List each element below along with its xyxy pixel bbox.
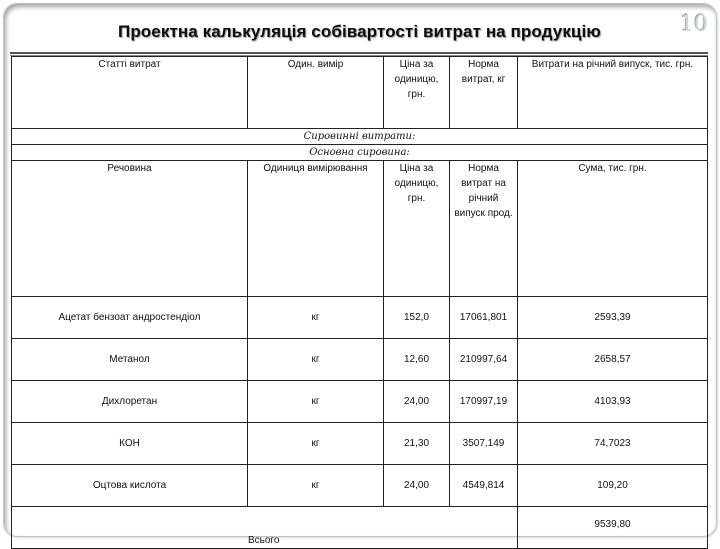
row-name: Дихлоретан bbox=[12, 381, 248, 423]
row-name: Оцтова кислота bbox=[12, 465, 248, 507]
row-price: 24,00 bbox=[384, 381, 450, 423]
header-annual-costs: Витрати на річний випуск, тис. грн. bbox=[518, 57, 708, 129]
table-row bbox=[12, 339, 708, 381]
row-sum: 4103,93 bbox=[518, 381, 708, 423]
table-row bbox=[12, 465, 708, 507]
row-norm: 17061,801 bbox=[450, 297, 518, 339]
subheader-row bbox=[12, 161, 708, 297]
row-price: 24,00 bbox=[384, 465, 450, 507]
total-value: 9539,80 bbox=[518, 507, 708, 549]
row-name: КОН bbox=[12, 423, 248, 465]
cost-table bbox=[11, 56, 708, 549]
slide-title: Проектна калькуляція собівартості витрат на продукцію bbox=[118, 22, 601, 41]
subheader-price: Ціна за одиницю, грн. bbox=[384, 161, 450, 297]
row-name: Метанол bbox=[12, 339, 248, 381]
row-sum: 109,20 bbox=[518, 465, 708, 507]
subheader-norm: Норма витрат на річний випуск прод. bbox=[450, 161, 518, 297]
row-price: 12,60 bbox=[384, 339, 450, 381]
row-unit: кг bbox=[248, 297, 384, 339]
section-row-1 bbox=[12, 129, 708, 145]
section-row-2 bbox=[12, 145, 708, 161]
row-norm: 4549,814 bbox=[450, 465, 518, 507]
section-main-materials: Основна сировина: bbox=[12, 145, 708, 161]
row-price: 21,30 bbox=[384, 423, 450, 465]
row-norm: 210997,64 bbox=[450, 339, 518, 381]
table-row bbox=[12, 297, 708, 339]
row-unit: кг bbox=[248, 465, 384, 507]
header-unit: Один. вимір bbox=[248, 57, 384, 129]
table-row bbox=[12, 423, 708, 465]
row-sum: 2593,39 bbox=[518, 297, 708, 339]
total-label: Всього bbox=[12, 507, 518, 549]
row-sum: 2658,57 bbox=[518, 339, 708, 381]
subheader-substance: Речовина bbox=[12, 161, 248, 297]
page-number: 10 bbox=[680, 12, 708, 37]
header-cost-items: Статті витрат bbox=[12, 57, 248, 129]
row-unit: кг bbox=[248, 381, 384, 423]
row-norm: 170997,19 bbox=[450, 381, 518, 423]
row-unit: кг bbox=[248, 423, 384, 465]
row-price: 152,0 bbox=[384, 297, 450, 339]
section-raw-materials: Сировинні витрати: bbox=[12, 129, 708, 145]
row-norm: 3507,149 bbox=[450, 423, 518, 465]
subheader-sum: Сума, тис. грн. bbox=[518, 161, 708, 297]
header-row bbox=[12, 57, 708, 129]
header-price: Ціна за одиницю, грн. bbox=[384, 57, 450, 129]
header-norm: Норма витрат, кг bbox=[450, 57, 518, 129]
subheader-unit: Одиниця вимірювання bbox=[248, 161, 384, 297]
row-name: Ацетат бензоат андростендіол bbox=[12, 297, 248, 339]
title-underline bbox=[10, 52, 708, 54]
row-sum: 74,7023 bbox=[518, 423, 708, 465]
table-row bbox=[12, 381, 708, 423]
total-row bbox=[12, 507, 708, 549]
row-unit: кг bbox=[248, 339, 384, 381]
